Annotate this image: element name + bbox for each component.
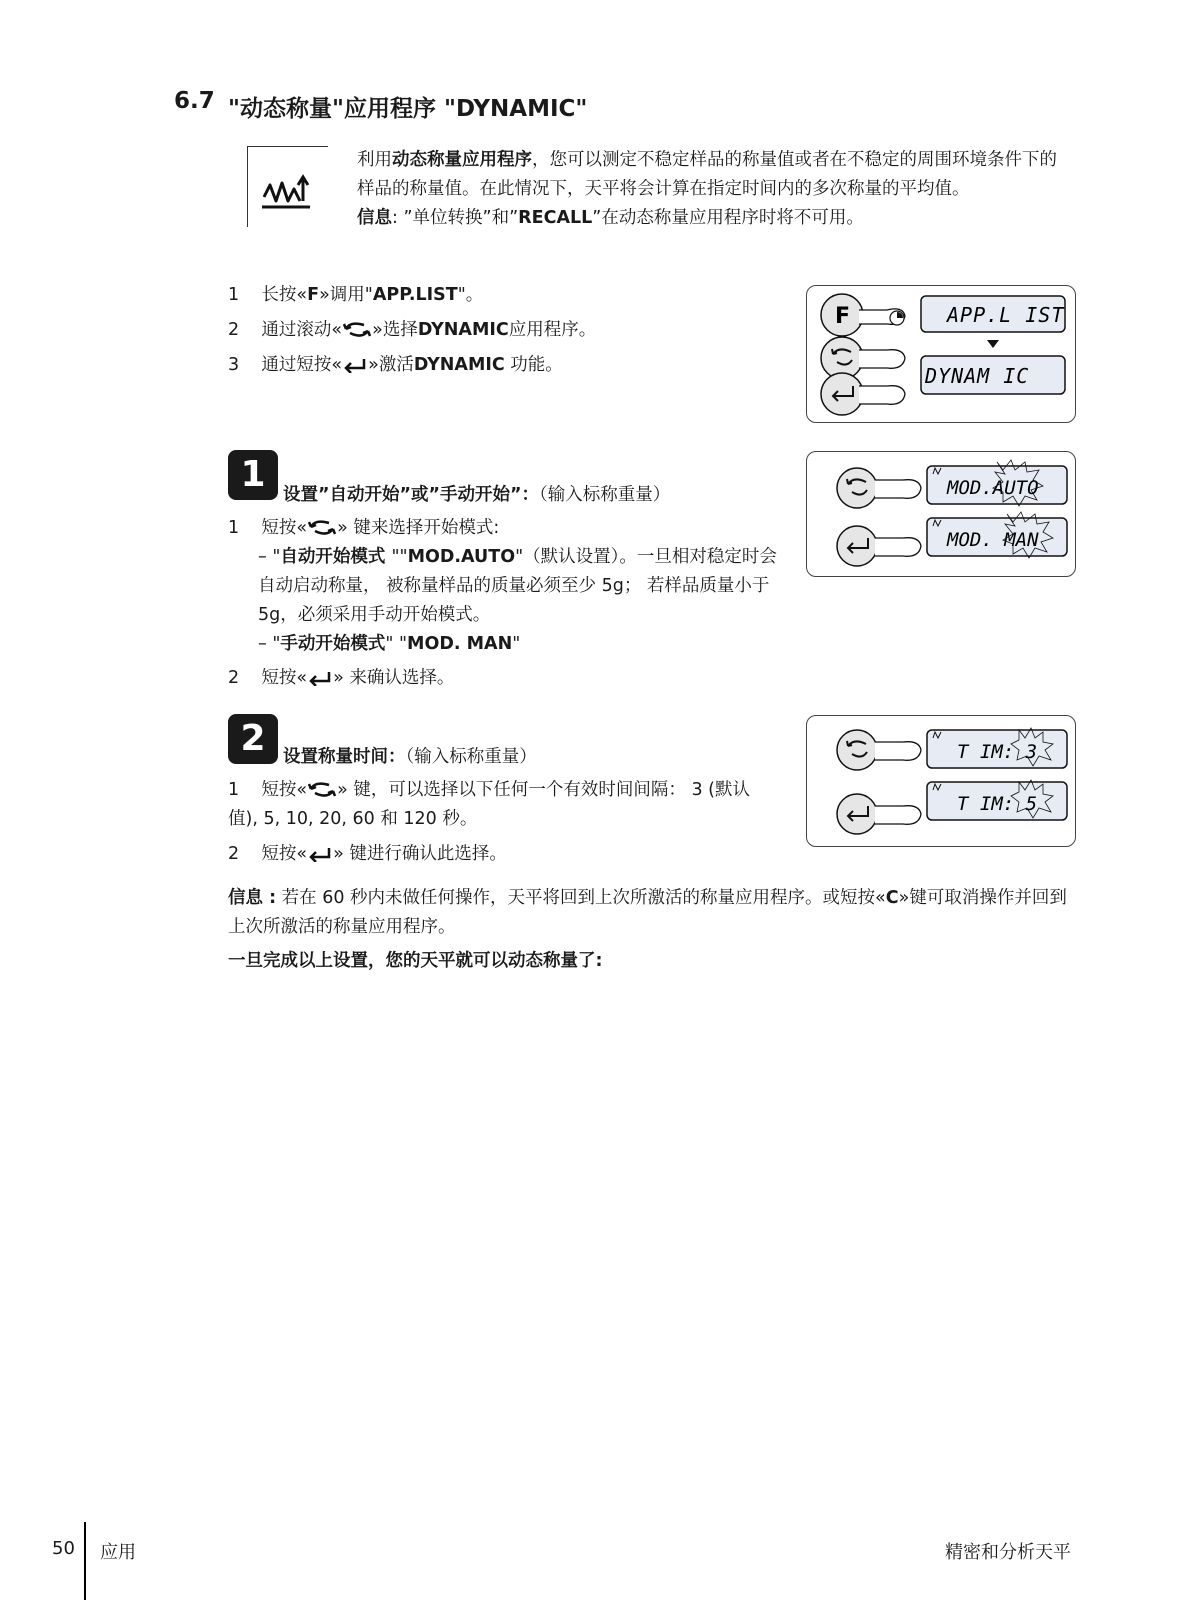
lcd-mod-man: MOD. MAN — [947, 529, 1039, 551]
scroll-key-icon — [307, 519, 337, 537]
block1-step-2: 2 短按« » 来确认选择。 — [228, 668, 455, 688]
section-title: "动态称量"应用程序 "DYNAMIC" — [228, 96, 588, 122]
lcd-app-list: APP.L IST — [947, 303, 1065, 327]
info-note: 信息 : 若在 60 秒内未做任何操作，天平将回到上次所激活的称量应用程序。或短按«C»键可取消操作并回到上次所激活的称量应用程序。 — [228, 888, 1067, 937]
finger-press-icon — [875, 480, 921, 499]
manual-mode-description: – "手动开始模式" "MOD. MAN" — [258, 634, 521, 654]
setup-step-3: 3 通过短按« »激活DYNAMIC 功能。 — [228, 355, 563, 375]
display-panel-app-list — [806, 285, 1076, 423]
step-badge-1: 1 — [228, 450, 278, 500]
intro-text: 利用动态称量应用程序，您可以测定不稳定样品的称量值或者在不稳定的周围环境条件下的样品的称量值。在此情况下，天平将会计算在指定时间内的多次称量的平均值。 信息: ”单位转换”和”RECALL”在动态称量应用程序时将不可用。 — [357, 150, 1057, 228]
setup-step-2: 2 通过滚动« »选择DYNAMIC应用程序。 — [228, 320, 597, 340]
display-panel-start-mode — [806, 451, 1076, 577]
block2-title: 设置称量时间：（输入标称重量） — [283, 747, 537, 767]
f-key-label: F — [835, 304, 851, 329]
closing-statement: 一旦完成以上设置，您的天平就可以动态称量了: — [228, 951, 603, 971]
page-number: 50 — [52, 1538, 75, 1559]
enter-key-icon — [342, 357, 368, 373]
key-sequence-illustration — [807, 286, 1075, 422]
setup-step-1: 1 长按«F»调用"APP.LIST"。 — [228, 285, 484, 305]
step-badge-2: 2 — [228, 714, 278, 764]
block1-title: 设置”自动开始”或”手动开始”：（输入标称重量） — [283, 485, 671, 505]
enter-key-icon — [307, 670, 333, 686]
block2-step-2: 2 短按« » 键进行确认此选择。 — [228, 844, 507, 864]
lcd-mod-auto: MOD.AUTO — [947, 477, 1039, 499]
auto-mode-description: – "自动开始模式 ""MOD.AUTO"（默认设置）。一旦相对稳定时会自动启动称量， 被称量样品的质量必须至少 5g； 若样品质量小于 5g，必须采用手动开始模式。 — [258, 547, 777, 625]
dynamic-weighing-icon — [260, 167, 320, 217]
section-number: 6.7 — [174, 88, 215, 114]
time-illustration — [807, 716, 1075, 846]
start-mode-illustration — [807, 452, 1075, 576]
display-panel-time — [806, 715, 1076, 847]
dynamic-icon-frame — [247, 146, 328, 227]
lcd-dynamic: DYNAM IC — [925, 364, 1030, 388]
lcd-time-5: T IM: 5 — [957, 793, 1038, 815]
lcd-time-3: T IM: 3 — [957, 741, 1038, 763]
footer-product: 精密和分析天平 — [945, 1542, 1071, 1563]
enter-key-icon — [307, 846, 333, 862]
block2-step-1: 1 短按« » 键，可以选择以下任何一个有效时间间隔： 3 (默认值), 5, 10, 20, 60 和 120 秒。 — [228, 780, 750, 829]
scroll-key-icon — [342, 321, 372, 339]
footer-section: 应用 — [100, 1542, 136, 1563]
footer-divider — [84, 1522, 86, 1600]
block1-step-1: 1 短按« » 键来选择开始模式: — [228, 518, 500, 538]
scroll-key-icon — [307, 781, 337, 799]
finger-press-icon — [875, 742, 921, 761]
